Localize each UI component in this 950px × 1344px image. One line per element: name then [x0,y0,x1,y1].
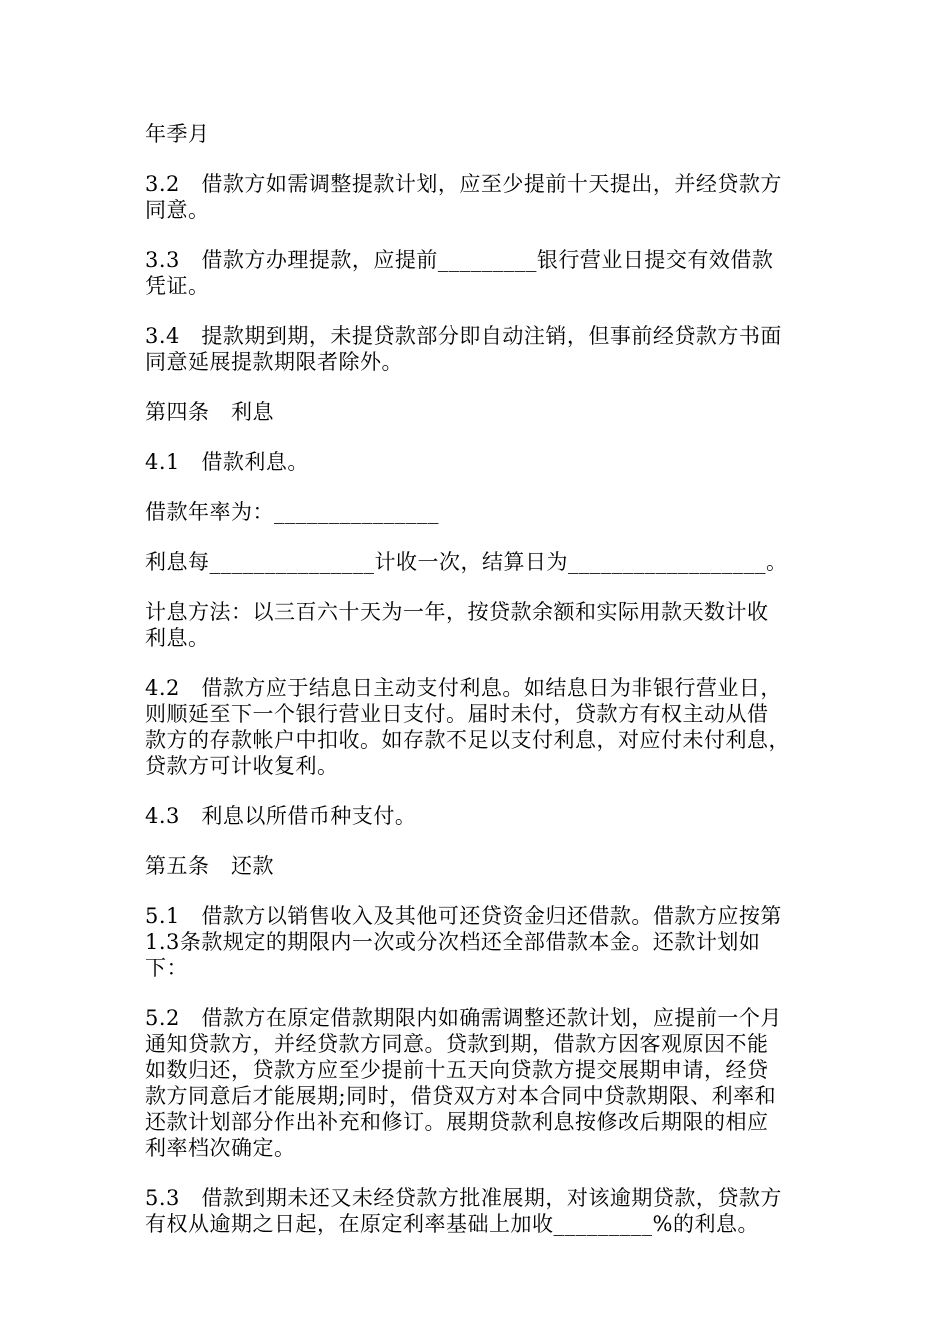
section-heading-article-4: 第四条 利息 [145,400,274,424]
paragraph-3-2: 3.2 借款方如需调整提款计划，应至少提前十天提出，并经贷款方 同意。 [145,172,782,222]
paragraph-3-3: 3.3 借款方办理提款，应提前_________银行营业日提交有效借款 凭证。 [145,248,774,298]
paragraph-5-2: 5.2 借款方在原定借款期限内如确需调整还款计划，应提前一个月 通知贷款方，并经贷款方同意。贷款到期，借款方因客观原因不能 如数归还，贷款方应至少提前十五天向贷款方提交展期申请，经贷 款方同意后才能展期;同时，借贷双方对本合同中贷款期限、利率和 还款计划部分作出补充和修订。展期贷款利息按修改后期限的相应 利率档次确定。 [145,1006,782,1160]
section-heading-article-5: 第五条 还款 [145,854,274,878]
paragraph-3-4: 3.4 提款期到期，未提贷款部分即自动注销，但事前经贷款方书面 同意延展提款期限者除外。 [145,324,782,374]
paragraph-calculation-method: 计息方法：以三百六十天为一年，按贷款余额和实际用款天数计收 利息。 [145,600,769,650]
paragraph-5-1: 5.1 借款方以销售收入及其他可还贷资金归还借款。借款方应按第 1.3条款规定的期限内一次或分次档还全部借款本金。还款计划如 下： [145,904,782,980]
paragraph-4-2: 4.2 借款方应于结息日主动支付利息。如结息日为非银行营业日， 则顺延至下一个银行营业日支付。届时未付，贷款方有权主动从借 款方的存款帐户中扣收。如存款不足以支付利息，对应付未付利息， 贷款方可计收复利。 [145,676,790,778]
paragraph-annual-rate: 借款年率为：_______________ [145,500,439,524]
paragraph-season-month: 年季月 [145,122,210,146]
document-page [145,121,815,1261]
paragraph-4-3: 4.3 利息以所借币种支付。 [145,804,417,828]
paragraph-interest-period: 利息每_______________计收一次，结算日为__________________。 [145,550,788,574]
paragraph-4-1: 4.1 借款利息。 [145,450,309,474]
paragraph-5-3: 5.3 借款到期未还又未经贷款方批准展期，对该逾期贷款，贷款方 有权从逾期之日起，在原定利率基础上加收_________%的利息。 [145,1186,782,1236]
